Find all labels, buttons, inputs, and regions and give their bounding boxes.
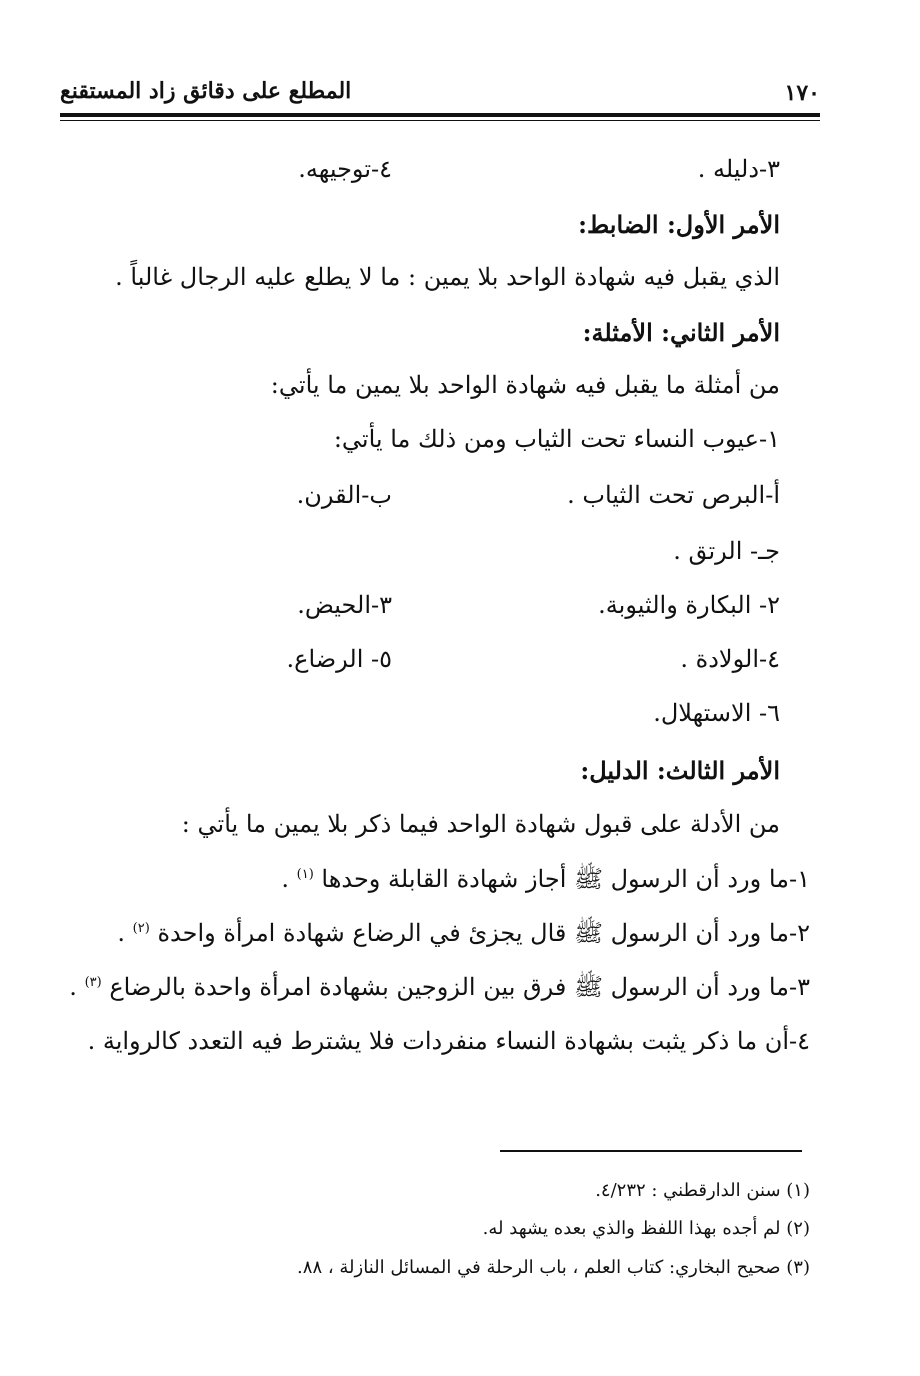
evidence-item-2-text: ٢-ما ورد أن الرسول ﷺ قال يجزئ في الرضاع شهادة امرأة واحدة — [157, 919, 810, 947]
running-header-title: المطلع على دقائق زاد المستقنع — [60, 78, 352, 104]
list-item-6: ٦- الاستهلال. — [653, 699, 780, 727]
evidence-item-3 — [69, 972, 810, 1007]
list-item-c: جـ- الرتق . — [673, 537, 780, 565]
section-heading-criterion: الأمر الأول: الضابط: — [578, 210, 780, 239]
footnote-ref-2: (٢) — [132, 921, 150, 936]
footnote-2: (٢) لم أجده بهذا اللفظ والذي بعده يشهد له. — [482, 1218, 810, 1239]
evidence-item-4: ٤-أن ما ذكر يثبت بشهادة النساء منفردات فلا يشترط فيه التعدد كالرواية . — [87, 1027, 810, 1055]
section-heading-examples: الأمر الثاني: الأمثلة: — [582, 318, 780, 347]
evidence-item-2-end: . — [117, 919, 126, 947]
header-rule-thin — [60, 120, 820, 121]
list-item-4: ٤-الولادة . — [680, 645, 780, 673]
footnote-ref-1: (١) — [296, 867, 314, 882]
evidence-item-3-text: ٣-ما ورد أن الرسول ﷺ فرق بين الزوجين بشهادة امرأة واحدة بالرضاع — [109, 973, 810, 1001]
list-item-b: ب-القرن. — [296, 481, 392, 509]
section-heading-evidence: الأمر الثالث: الدليل: — [580, 756, 780, 785]
paragraph-examples-intro: من أمثلة ما يقبل فيه شهادة الواحد بلا يمين ما يأتي: — [270, 371, 780, 399]
list-item-women-defects: ١-عيوب النساء تحت الثياب ومن ذلك ما يأتي: — [333, 425, 780, 453]
footnote-3: (٣) صحيح البخاري: كتاب العلم ، باب الرحلة في المسائل النازلة ، ٨٨. — [297, 1257, 810, 1278]
footnote-ref-3: (٣) — [84, 975, 102, 990]
evidence-item-1-text: ١-ما ورد أن الرسول ﷺ أجاز شهادة القابلة وحدها — [321, 865, 810, 893]
paragraph-criterion: الذي يقبل فيه شهادة الواحد بلا يمين : ما لا يطلع عليه الرجال غالباً . — [115, 263, 780, 291]
list-item-evidence: ٣-دليله . — [697, 155, 780, 183]
evidence-item-1 — [281, 864, 810, 899]
list-item-5: ٥- الرضاع. — [286, 645, 392, 673]
list-item-2: ٢- البكارة والثيوبة. — [598, 591, 780, 619]
list-item-3: ٣-الحيض. — [297, 591, 392, 619]
footnote-separator — [500, 1150, 802, 1152]
footnote-1: (١) سنن الدارقطني : ٤/٢٣٢. — [595, 1180, 810, 1201]
list-item-a: أ-البرص تحت الثياب . — [567, 481, 780, 509]
page-number: ١٧٠ — [784, 80, 820, 106]
paragraph-evidence-intro: من الأدلة على قبول شهادة الواحد فيما ذكر بلا يمين ما يأتي : — [181, 810, 780, 838]
evidence-item-2 — [117, 918, 810, 953]
evidence-item-1-end: . — [281, 865, 289, 893]
list-item-justification: ٤-توجيهه. — [298, 155, 392, 183]
evidence-item-3-end: . — [69, 973, 77, 1001]
header-rule-thick — [60, 113, 820, 117]
